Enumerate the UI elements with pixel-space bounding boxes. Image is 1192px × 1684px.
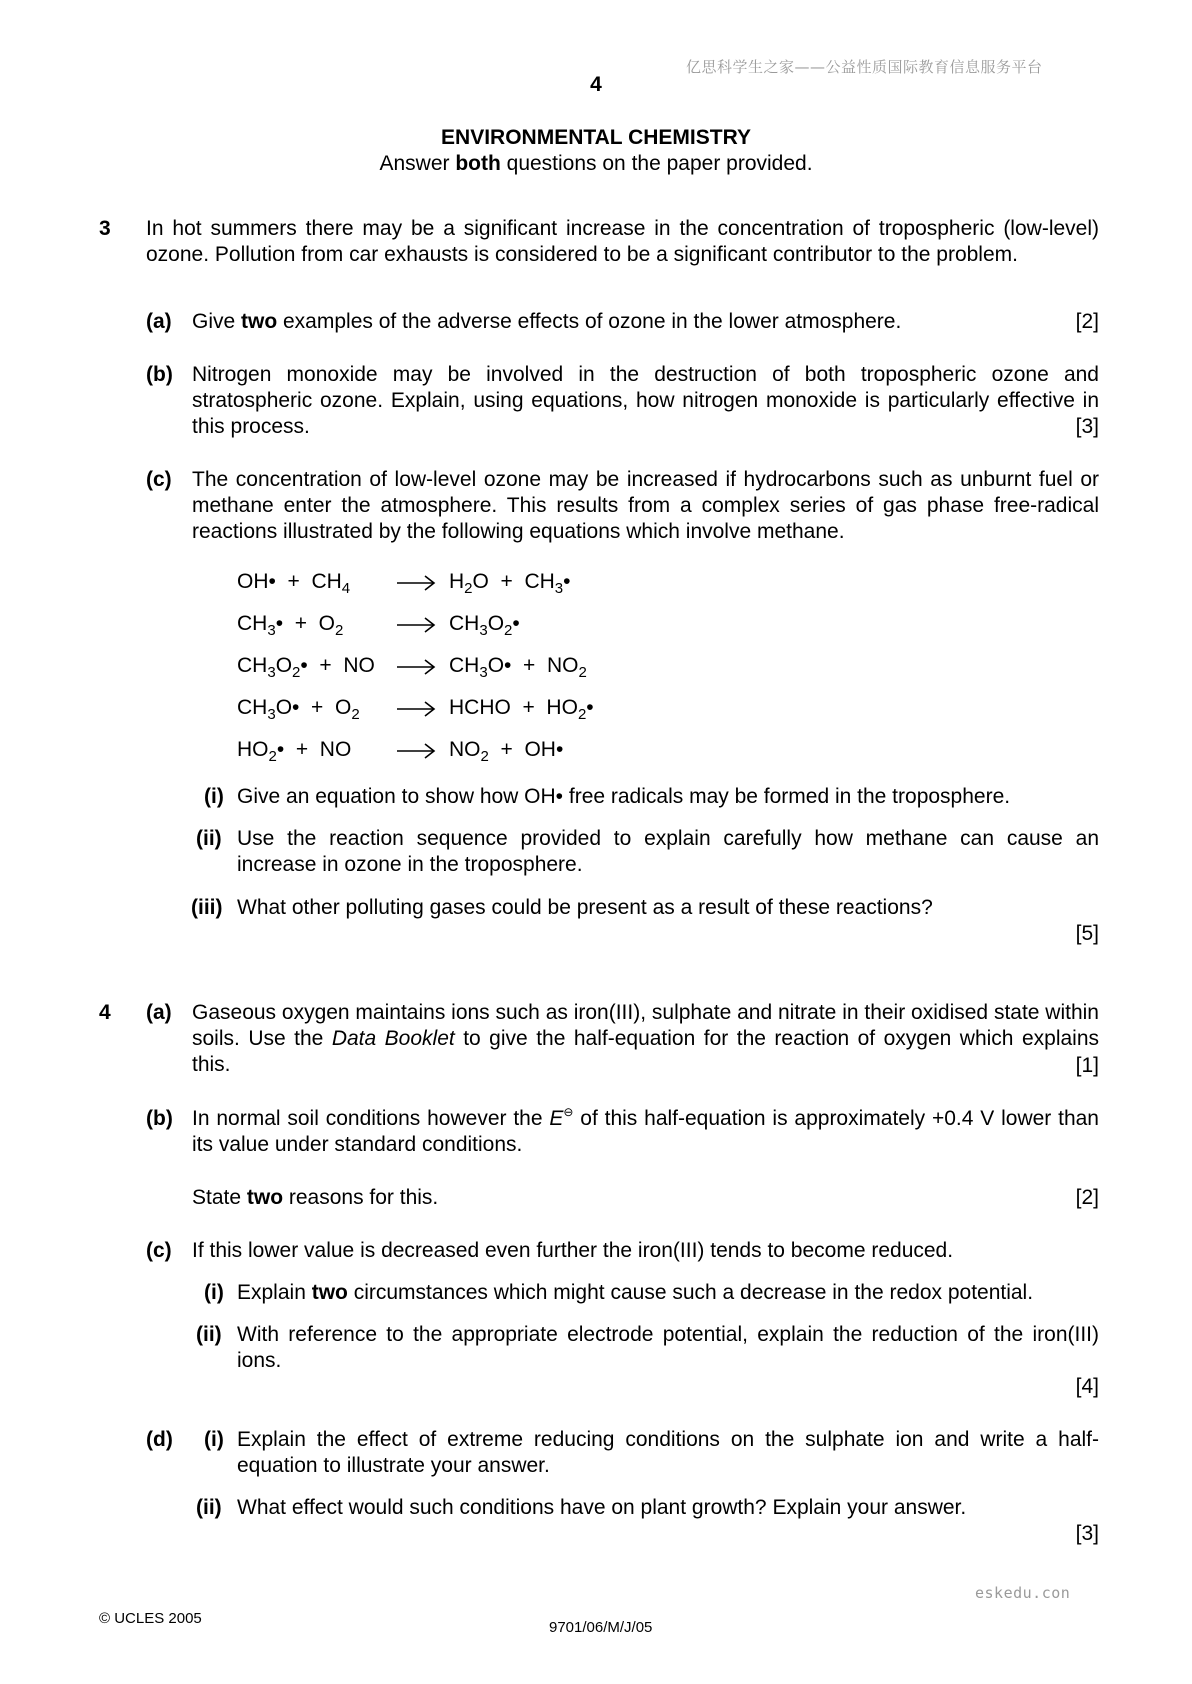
q4a-label: (a): [146, 1001, 172, 1024]
q4d-ii-text: What effect would such conditions have on plant growth? Explain your answer.: [237, 1496, 967, 1519]
reaction-arrow-icon: [396, 611, 436, 637]
q3c-i-text: Give an equation to show how OH• free radicals may be formed in the troposphere.: [237, 785, 1011, 808]
q4d-ii-label: (ii): [196, 1496, 222, 1519]
q4d-label: (d): [146, 1428, 173, 1451]
q4c-mark: [4]: [1075, 1375, 1099, 1398]
q3c-iii-text: What other polluting gases could be present as a result of these reactions?: [237, 896, 933, 919]
q3c-mark: [5]: [1075, 922, 1099, 945]
q3c-ii-text: Use the reaction sequence provided to explain carefully how methane can cause an increase in ozone in the troposphere.: [237, 827, 1099, 876]
q4c-ii-label: (ii): [196, 1323, 222, 1346]
q4b-label: (b): [146, 1107, 173, 1130]
q3c-text: The concentration of low-level ozone may be increased if hydrocarbons such as unburnt fuel or methane enter the atmosphere. This results from a complex series of gas phase free-radical reactions illustrated by the following equations which involve methane.: [192, 468, 1099, 543]
equation-2-reactants: $CH_3• + O_2$: [237, 612, 344, 639]
reaction-arrow-icon: [396, 737, 436, 763]
reaction-arrow-icon: [396, 653, 436, 679]
q3c-iii-label: (iii): [191, 896, 223, 919]
q4b-mark: [2]: [1075, 1186, 1099, 1209]
reaction-arrow-icon: [396, 695, 436, 721]
equation-1-products: $H_2O$ + $CH_3•$: [449, 570, 571, 597]
q4a-mark: [1]: [1075, 1054, 1099, 1077]
q4c-ii-text: With reference to the appropriate electrode potential, explain the reduction of the iron(III) ions.: [237, 1323, 1099, 1372]
question-3-intro: In hot summers there may be a significant increase in the concentration of tropospheric (low-level) ozone. Pollution from car exhausts is considered to be a significant contributor to the problem.: [146, 217, 1099, 266]
equation-3-reactants: $CH_3O_2•$ + NO: [237, 654, 375, 681]
q4a-text: Gaseous oxygen maintains ions such as iron(III), sulphate and nitrate in their oxidised state within soils. Use the Data Booklet to give the half-equation for the reaction of oxygen which explains this.: [192, 1001, 1100, 1076]
footer-copyright: © UCLES 2005: [99, 1610, 202, 1627]
q4c-i-label: (i): [204, 1281, 224, 1304]
q3c-label: (c): [146, 468, 172, 491]
q4b-state: State two reasons for this.: [192, 1186, 439, 1209]
question-3-number: 3: [99, 217, 111, 240]
question-4-number: 4: [99, 1001, 111, 1024]
q4c-i-text: Explain two circumstances which might cause such a decrease in the redox potential.: [237, 1281, 1034, 1304]
equation-5-reactants: $HO_2•$ + NO: [237, 738, 352, 765]
page-number: 4: [590, 73, 602, 96]
footer-code: 9701/06/M/J/05: [549, 1619, 653, 1636]
equation-4-products: HCHO + $HO_2•$: [449, 696, 594, 723]
equation-4-reactants: $CH_3O• + O_2$: [237, 696, 360, 723]
equation-2-products: $CH_3O_2•$: [449, 612, 520, 639]
q4c-text: If this lower value is decreased even further the iron(III) tends to become reduced.: [192, 1239, 954, 1262]
header-watermark: 亿思科学生之家——公益性质国际教育信息服务平台: [686, 58, 1043, 76]
standard-symbol-icon: ⊖: [563, 1105, 574, 1119]
equation-5-products: $NO_2$ + OH•: [449, 738, 564, 765]
equation-1-reactants: OH• + $CH_4$: [237, 570, 351, 597]
q3a-text: Give two examples of the adverse effects of ozone in the lower atmosphere.: [192, 310, 902, 333]
q3a-mark: [2]: [1075, 310, 1099, 333]
equation-3-products: $CH_3O• + NO_2$: [449, 654, 587, 681]
footer-watermark: eskedu.con: [975, 1584, 1071, 1602]
section-title: ENVIRONMENTAL CHEMISTRY: [441, 126, 751, 149]
q3a-label: (a): [146, 310, 172, 333]
q4d-i-label: (i): [204, 1428, 224, 1451]
q3b-mark: [3]: [1075, 415, 1099, 438]
reaction-arrow-icon: [396, 569, 436, 595]
q4c-label: (c): [146, 1239, 172, 1262]
q4b-text: In normal soil conditions however the E⊖ of this half-equation is approximately +0.4 V lower than its value under standard conditions.: [192, 1105, 1099, 1156]
q3c-ii-label: (ii): [196, 827, 222, 850]
q3b-label: (b): [146, 363, 173, 386]
q4d-i-text: Explain the effect of extreme reducing conditions on the sulphate ion and write a half-equation to illustrate your answer.: [237, 1428, 1099, 1477]
q4d-mark: [3]: [1075, 1522, 1099, 1545]
q3c-i-label: (i): [204, 785, 224, 808]
q3b-text: Nitrogen monoxide may be involved in the destruction of both tropospheric ozone and stratospheric ozone. Explain, using equations, how nitrogen monoxide is particularly effective in this process.: [192, 363, 1099, 438]
section-instruction: Answer both questions on the paper provided.: [379, 152, 813, 175]
